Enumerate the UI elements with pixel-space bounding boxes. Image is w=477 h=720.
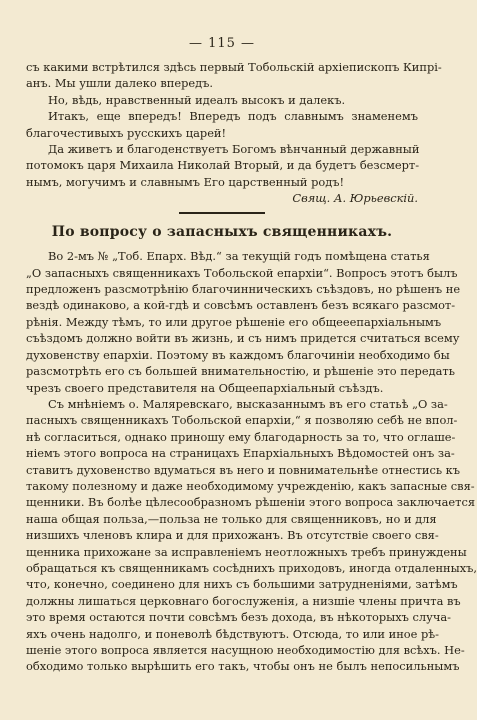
text-line: должны лишаться церковнаго богослуженія, а низшіе члены причта въ xyxy=(26,593,461,608)
text-line: Съ мнѣніемъ о. Маляревскаго, высказаннымъ въ его статьѣ „О за- xyxy=(48,396,448,411)
text-line: щенники. Въ болѣе цѣлесообразномъ рѣшеніи этого вопроса заключается xyxy=(26,495,476,510)
text-line: благочестивыхъ русскихъ царей! xyxy=(26,125,227,140)
text-line: такому полезному и даже необходимому учрежденію, какъ запасные свя- xyxy=(26,478,475,493)
text-line: шеніе этого вопроса является насущною необходимостію для всѣхъ. Не- xyxy=(26,643,465,657)
text-line: обходимо только вырѣшить его такъ, чтобы онъ не былъ непосильнымъ xyxy=(26,659,460,674)
text-line: чрезъ своего представителя на Общеепархіальный съѣздъ. xyxy=(26,380,384,395)
text-line: обращаться къ священникамъ сосѣднихъ приходовъ, иногда отдаленныхъ, xyxy=(26,560,477,575)
article-title: По вопросу о запасныхъ священникахъ. xyxy=(51,224,393,241)
text-line: рѣнія. Между тѣмъ, то или другое рѣшеніе его общееепархіальнымъ xyxy=(26,314,442,329)
signature: Свящ. А. Юрьевскій. xyxy=(292,191,418,206)
text-line: съ какими встрѣтился здѣсь первый Тобольскій архіепископъ Кипрі- xyxy=(26,60,442,74)
text-line: ставитъ духовенство вдуматься въ него и повнимательнѣе отнестись къ xyxy=(26,462,461,477)
text-line: нѣ согласиться, однако приношу ему благодарность за то, что оглаше- xyxy=(26,429,456,444)
text-line: вездѣ одинаково, а кой-гдѣ и совсѣмъ оставленъ безъ всякаго разсмот- xyxy=(26,298,456,313)
text-line: пасныхъ священникахъ Тобольской епархіи,“ я позволяю себѣ не впол- xyxy=(26,413,458,428)
text-line: Но, вѣдь, нравственный идеалъ высокъ и далекъ. xyxy=(48,92,346,107)
text-line: Да живетъ и благоденствуетъ Богомъ вѣнчанный державный xyxy=(48,142,420,157)
page-number: — 115 — xyxy=(188,36,256,51)
paragraph-2 xyxy=(26,396,477,675)
text-line: „О запасныхъ священникахъ Тобольской епархіи“. Вопросъ этотъ былъ xyxy=(26,265,458,280)
poem-block xyxy=(26,59,442,190)
paragraph-1 xyxy=(26,248,461,396)
text-line: наша общая польза,—польза не только для священниковъ, но и для xyxy=(26,511,437,526)
text-line: разсмотрѣть его съ большей внимательностію, и рѣшеніе это передать xyxy=(26,364,455,379)
text-line: яхъ очень надолго, и поневолѣ бѣдствуютъ. Отсюда, то или иное рѣ- xyxy=(26,626,440,641)
text-line: щенника прихожане за исправленіемъ неотложныхъ требъ принуждены xyxy=(26,544,467,559)
text-line: анъ. Мы ушли далеко впередъ. xyxy=(26,76,213,91)
text-line: съѣздомъ должно войти въ жизнь, и съ нимъ придется считаться всему xyxy=(26,331,460,346)
text-line: это время остаются почти совсѣмъ безъ дохода, въ нѣкоторыхъ случа- xyxy=(26,610,452,625)
text-line: предложенъ разсмотрѣнію благочинническихъ съѣздовъ, но рѣшенъ не xyxy=(26,282,461,297)
section-divider xyxy=(179,212,265,214)
text-line: низшихъ членовъ клира и для прихожанъ. Въ отсутствіе своего свя- xyxy=(26,528,439,543)
text-line: ніемъ этого вопроса на страницахъ Епархіальныхъ Вѣдомостей онъ за- xyxy=(26,446,455,461)
text-line: нымъ, могучимъ и славнымъ Его царственный родъ! xyxy=(26,174,345,189)
text-line: что, конечно, соединено для нихъ съ большими затрудненіями, затѣмъ xyxy=(26,577,458,592)
text-line: духовенству епархіи. Поэтому въ каждомъ благочиніи необходимо бы xyxy=(26,347,450,362)
text-line: Во 2-мъ № „Тоб. Епарх. Вѣд.“ за текущій годъ помѣщена статья xyxy=(48,249,430,264)
text-line: потомокъ царя Михаила Николай Вторый, и да будетъ безсмерт- xyxy=(26,158,420,173)
text-line: Итакъ, еще впередъ! Впередъ подъ славнымъ знаменемъ xyxy=(48,109,418,124)
